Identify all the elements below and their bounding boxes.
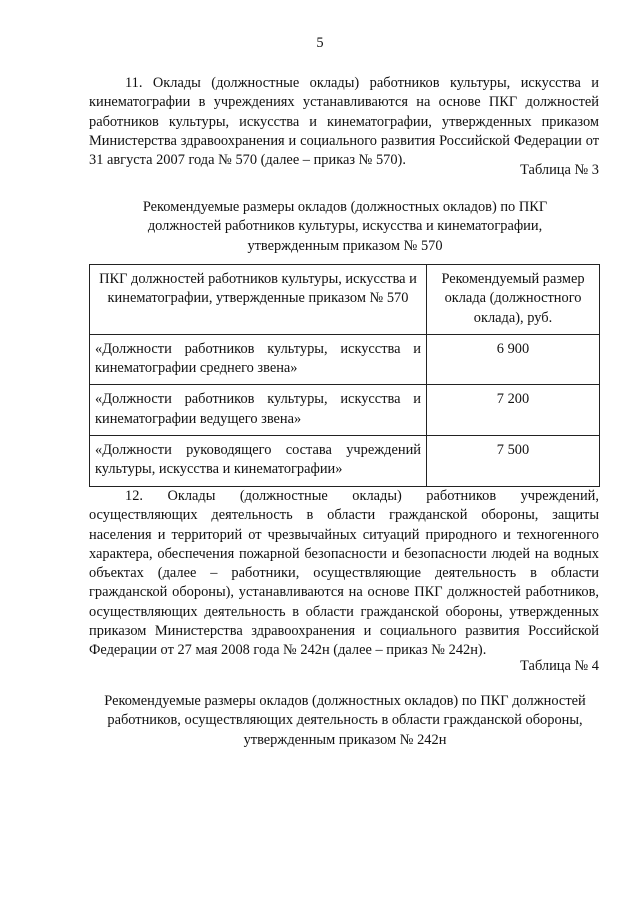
salary-table bbox=[89, 264, 600, 487]
table-row bbox=[90, 436, 600, 487]
table-header-row bbox=[90, 265, 600, 335]
table-row bbox=[90, 385, 600, 436]
page-number: 5 bbox=[316, 35, 324, 51]
row-salary-value: 7 200 bbox=[427, 385, 600, 436]
header-salary: Рекомендуемый размер оклада (должностного оклада), руб. bbox=[427, 265, 600, 335]
table-3-label: Таблица № 3 bbox=[520, 162, 599, 178]
row-salary-value: 6 900 bbox=[427, 334, 600, 385]
table-3-caption: Рекомендуемые размеры окладов (должностных окладов) по ПКГ должностей работников культуры, искусства и кинематографии, утвержденным приказом № 570 bbox=[142, 199, 548, 254]
paragraph-11: 11. Оклады (должностные оклады) работников культуры, искусства и кинематографии в учреждениях устанавливаются на основе ПКГ должностей работников культуры, искусства и кинематографии, утвержденных приказом Министерства здравоохранения и социального развития Российской Федерации от 31 августа 2007 года № 570 (далее – приказ № 570). bbox=[89, 75, 599, 169]
table-4-label: Таблица № 4 bbox=[520, 658, 599, 674]
row-salary-value: 7 500 bbox=[427, 436, 600, 487]
header-pkg: ПКГ должностей работников культуры, искусства и кинематографии, утвержденные приказом № 570 bbox=[90, 265, 427, 335]
row-pkg-name: «Должности работников культуры, искусства и кинематографии среднего звена» bbox=[90, 334, 427, 385]
table-row bbox=[90, 334, 600, 385]
table-4-caption: Рекомендуемые размеры окладов (должностных окладов) по ПКГ должностей работников, осуществляющих деятельность в области гражданской обороны, утвержденным приказом № 242н bbox=[104, 693, 586, 748]
row-pkg-name: «Должности работников культуры, искусства и кинематографии ведущего звена» bbox=[90, 385, 427, 436]
row-pkg-name: «Должности руководящего состава учреждений культуры, искусства и кинематографии» bbox=[90, 436, 427, 487]
paragraph-12: 12. Оклады (должностные оклады) работников учреждений, осуществляющих деятельность в области гражданской обороны, защиты населения и территорий от чрезвычайных ситуаций природного и техногенного характера, обеспечения пожарной безопасности и безопасности людей на водных объектах (далее – работники, осуществляющие деятельность в области гражданской обороны), устанавливаются на основе ПКГ должностей работников, осуществляющих деятельность в области гражданской обороны, утвержденных приказом Министерства здравоохранения и социального развития Российской Федерации от 27 мая 2008 года № 242н (далее – приказ № 242н). bbox=[89, 488, 599, 659]
